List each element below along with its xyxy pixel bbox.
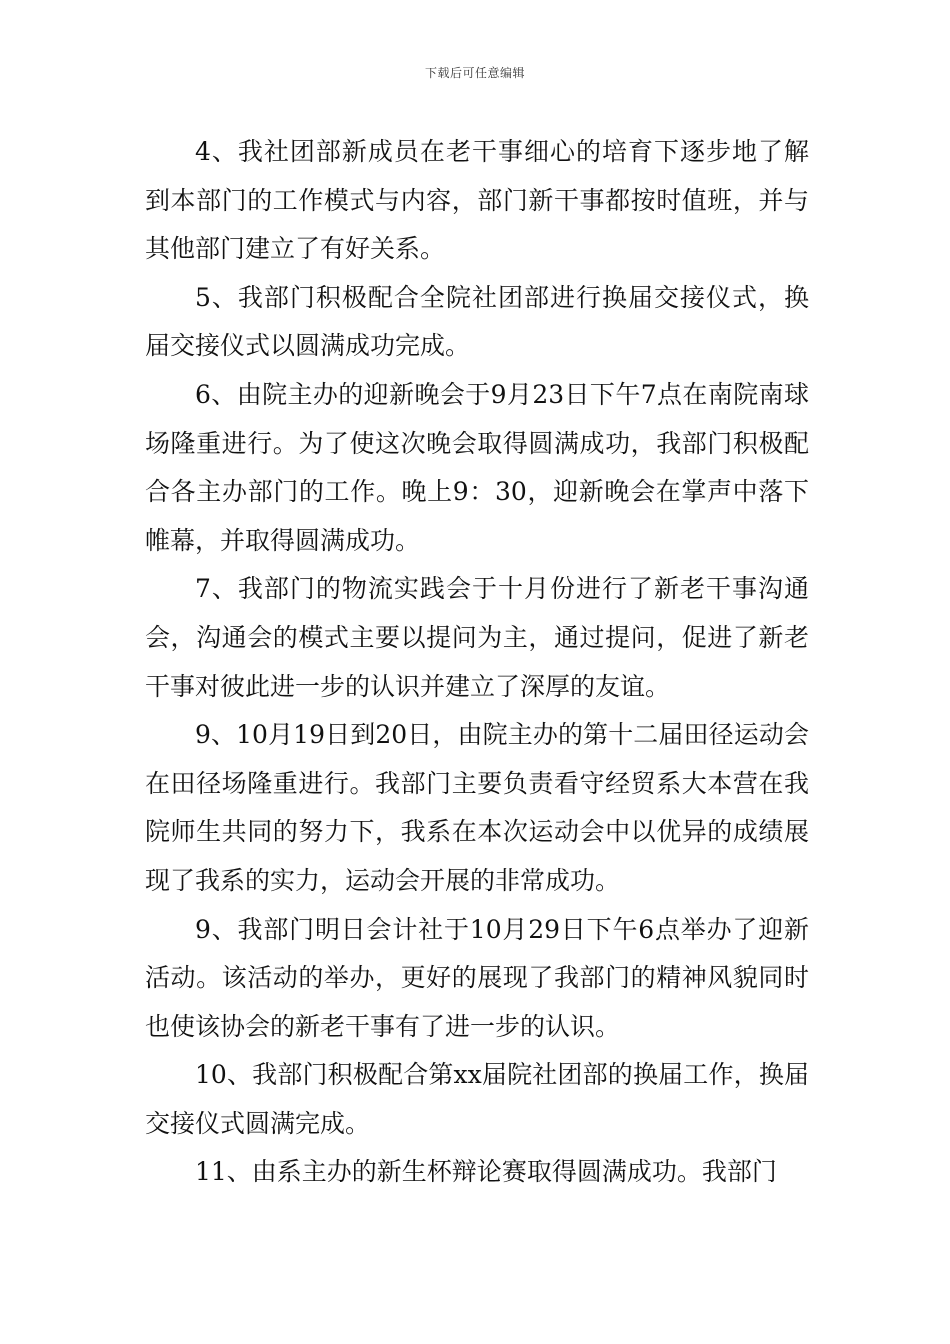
paragraph-item-9b: 9、我部门明日会计社于10月29日下午6点举办了迎新活动。该活动的举办，更好的展现了我部门的精神风貌同时也使该协会的新老干事有了进一步的认识。 bbox=[145, 914, 809, 1041]
paragraph-item-6: 6、由院主办的迎新晚会于9月23日下午7点在南院南球场隆重进行。为了使这次晚会取得圆满成功，我部门积极配合各主办部门的工作。晚上9：30，迎新晚会在掌声中落下帷幕，并取得圆满成功。 bbox=[145, 379, 809, 555]
paragraph-item-9a: 9、10月19日到20日，由院主办的第十二届田径运动会在田径场隆重进行。我部门主要负责看守经贸系大本营在我院师生共同的努力下，我系在本次运动会中以优异的成绩展现了我系的实力，运动会开展的非常成功。 bbox=[145, 720, 809, 895]
paragraph-item-10: 10、我部门积极配合第xx届院社团部的换届工作，换届交接仪式圆满完成。 bbox=[145, 1060, 809, 1138]
paragraph-item-5: 5、我部门积极配合全院社团部进行换届交接仪式，换届交接仪式以圆满成功完成。 bbox=[145, 282, 809, 361]
paragraph-item-4: 4、我社团部新成员在老干事细心的培育下逐步地了解到本部门的工作模式与内容，部门新干事都按时值班，并与其他部门建立了有好关系。 bbox=[145, 137, 809, 264]
document-body bbox=[145, 128, 809, 1197]
paragraph-item-7: 7、我部门的物流实践会于十月份进行了新老干事沟通会，沟通会的模式主要以提问为主，通过提问，促进了新老干事对彼此进一步的认识并建立了深厚的友谊。 bbox=[145, 574, 809, 701]
paragraph-item-11: 11、由系主办的新生杯辩论赛取得圆满成功。我部门 bbox=[195, 1157, 777, 1187]
header-note: 下载后可任意编辑 bbox=[424, 66, 525, 80]
